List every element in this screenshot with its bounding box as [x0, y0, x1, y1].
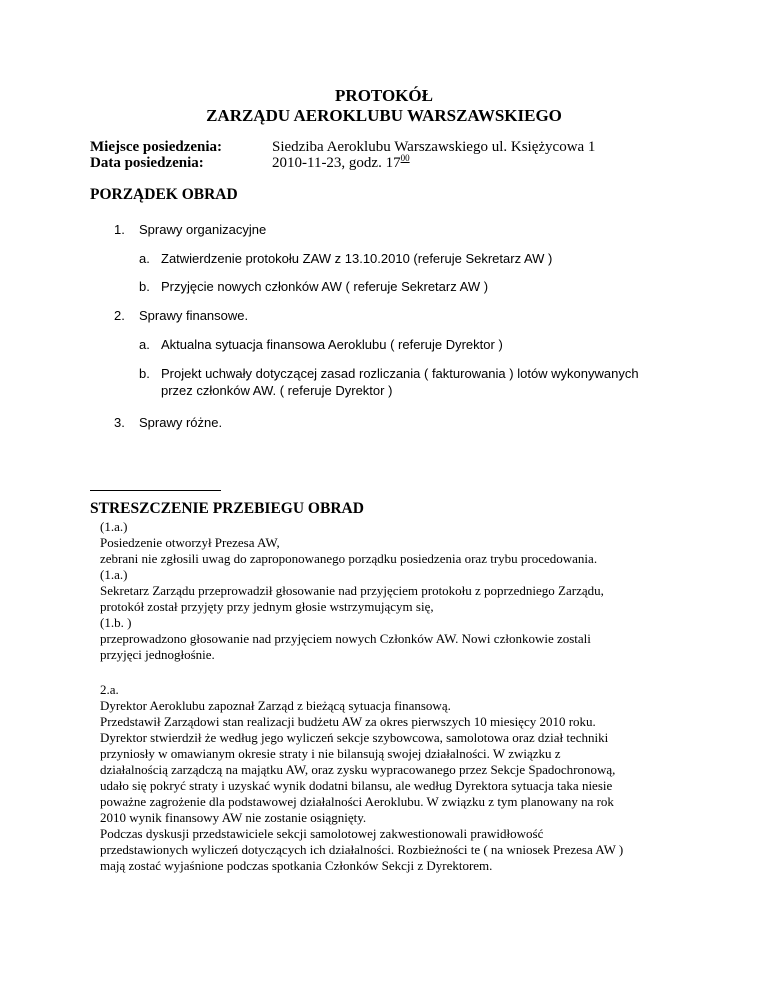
- summary-heading: STRESZCZENIE PRZEBIEGU OBRAD: [90, 500, 364, 517]
- date-hour-superscript: 00: [400, 153, 410, 163]
- place-value: Siedziba Aeroklubu Warszawskiego ul. Księżycowa 1: [272, 139, 596, 155]
- summary-line: przedstawionych wyliczeń dotyczących ich działalności. Rozbieżności te ( na wniosek Prezesa AW ): [100, 842, 624, 857]
- agenda-item-label: Sprawy organizacyjne: [139, 222, 267, 237]
- agenda-subitem-letter: b.: [139, 366, 150, 381]
- summary-line: Posiedzenie otworzył Prezesa AW,: [100, 535, 280, 550]
- summary-line: (1.a.): [100, 519, 128, 534]
- summary-line: (1.b. ): [100, 615, 132, 630]
- summary-line: poważne zagrożenie dla podstawowej działalności Aeroklubu. W związku z tym planowany na rok: [100, 794, 614, 809]
- agenda-item-number: 2.: [114, 308, 125, 323]
- agenda-item-number: 1.: [114, 222, 125, 237]
- agenda-subitem-label: Aktualna sytuacja finansowa Aeroklubu ( referuje Dyrektor ): [161, 337, 503, 352]
- summary-block-2: [100, 682, 623, 874]
- agenda-subitem-label-continued: przez członków AW. ( referuje Dyrektor ): [161, 383, 393, 398]
- agenda-subitem-letter: a.: [139, 337, 150, 352]
- agenda-subitem-label: Projekt uchwały dotyczącej zasad rozliczania ( fakturowania ) lotów wykonywanych: [161, 366, 639, 381]
- agenda-subitem-label: Przyjęcie nowych członków AW ( referuje Sekretarz AW ): [161, 279, 489, 294]
- summary-line: przyniosły w omawianym okresie straty i nie bilansują swojej działalności. W związku z: [100, 746, 561, 761]
- agenda-heading: PORZĄDEK OBRAD: [90, 186, 238, 203]
- section-divider: [90, 490, 221, 491]
- date-text: 2010-11-23, godz. 17: [272, 155, 401, 171]
- summary-line: przeprowadzono głosowanie nad przyjęciem nowych Członków AW. Nowi członkowie zostali: [100, 631, 591, 646]
- summary-line: Podczas dyskusji przedstawiciele sekcji samolotowej zakwestionowali prawidłowość: [100, 826, 544, 841]
- summary-line: mają zostać wyjaśnione podczas spotkania Członków Sekcji z Dyrektorem.: [100, 858, 493, 873]
- summary-line: 2.a.: [100, 682, 119, 697]
- summary-line: (1.a.): [100, 567, 128, 582]
- date-value: [272, 155, 410, 172]
- summary-line: protokół został przyjęty przy jednym głosie wstrzymującym się,: [100, 599, 434, 614]
- summary-line: 2010 wynik finansowy AW nie zostanie osiągnięty.: [100, 810, 367, 825]
- summary-block-1: [100, 519, 604, 663]
- place-label: Miejsce posiedzenia:: [90, 139, 223, 155]
- summary-line: działalnością zarządczą na majątku AW, oraz zysku wypracowanego przez Sekcje Spadochronową,: [100, 762, 616, 777]
- agenda-subitem-label: Zatwierdzenie protokołu ZAW z 13.10.2010 (referuje Sekretarz AW ): [161, 251, 553, 266]
- summary-line: zebrani nie zgłosili uwag do zaproponowanego porządku posiedzenia oraz trybu procedowania.: [100, 551, 598, 566]
- document-title-line2: ZARZĄDU AEROKLUBU WARSZAWSKIEGO: [206, 106, 562, 125]
- agenda-subitem-letter: a.: [139, 251, 150, 266]
- summary-line: Dyrektor stwierdził że według jego wyliczeń sekcje szybowcowa, samolotowa oraz dział techniki: [100, 730, 609, 745]
- document-title-line1: PROTOKÓŁ: [335, 86, 433, 105]
- date-label: Data posiedzenia:: [90, 155, 204, 171]
- summary-line: udało się pokryć straty i uzyskać wynik dodatni bilansu, ale według Dyrektora sytuacja taka niesie: [100, 778, 613, 793]
- agenda-item-label: Sprawy finansowe.: [139, 308, 249, 323]
- summary-line: Dyrektor Aeroklubu zapoznał Zarząd z bieżącą sytuacja finansową.: [100, 698, 451, 713]
- agenda-item-label: Sprawy różne.: [139, 415, 223, 430]
- summary-line: Sekretarz Zarządu przeprowadził głosowanie nad przyjęciem protokołu z poprzedniego Zarządu,: [100, 583, 604, 598]
- agenda-item-number: 3.: [114, 415, 125, 430]
- summary-line: przyjęci jednogłośnie.: [100, 647, 215, 662]
- summary-line: Przedstawił Zarządowi stan realizacji budżetu AW za okres pierwszych 10 miesięcy 2010 roku.: [100, 714, 596, 729]
- agenda-subitem-letter: b.: [139, 279, 150, 294]
